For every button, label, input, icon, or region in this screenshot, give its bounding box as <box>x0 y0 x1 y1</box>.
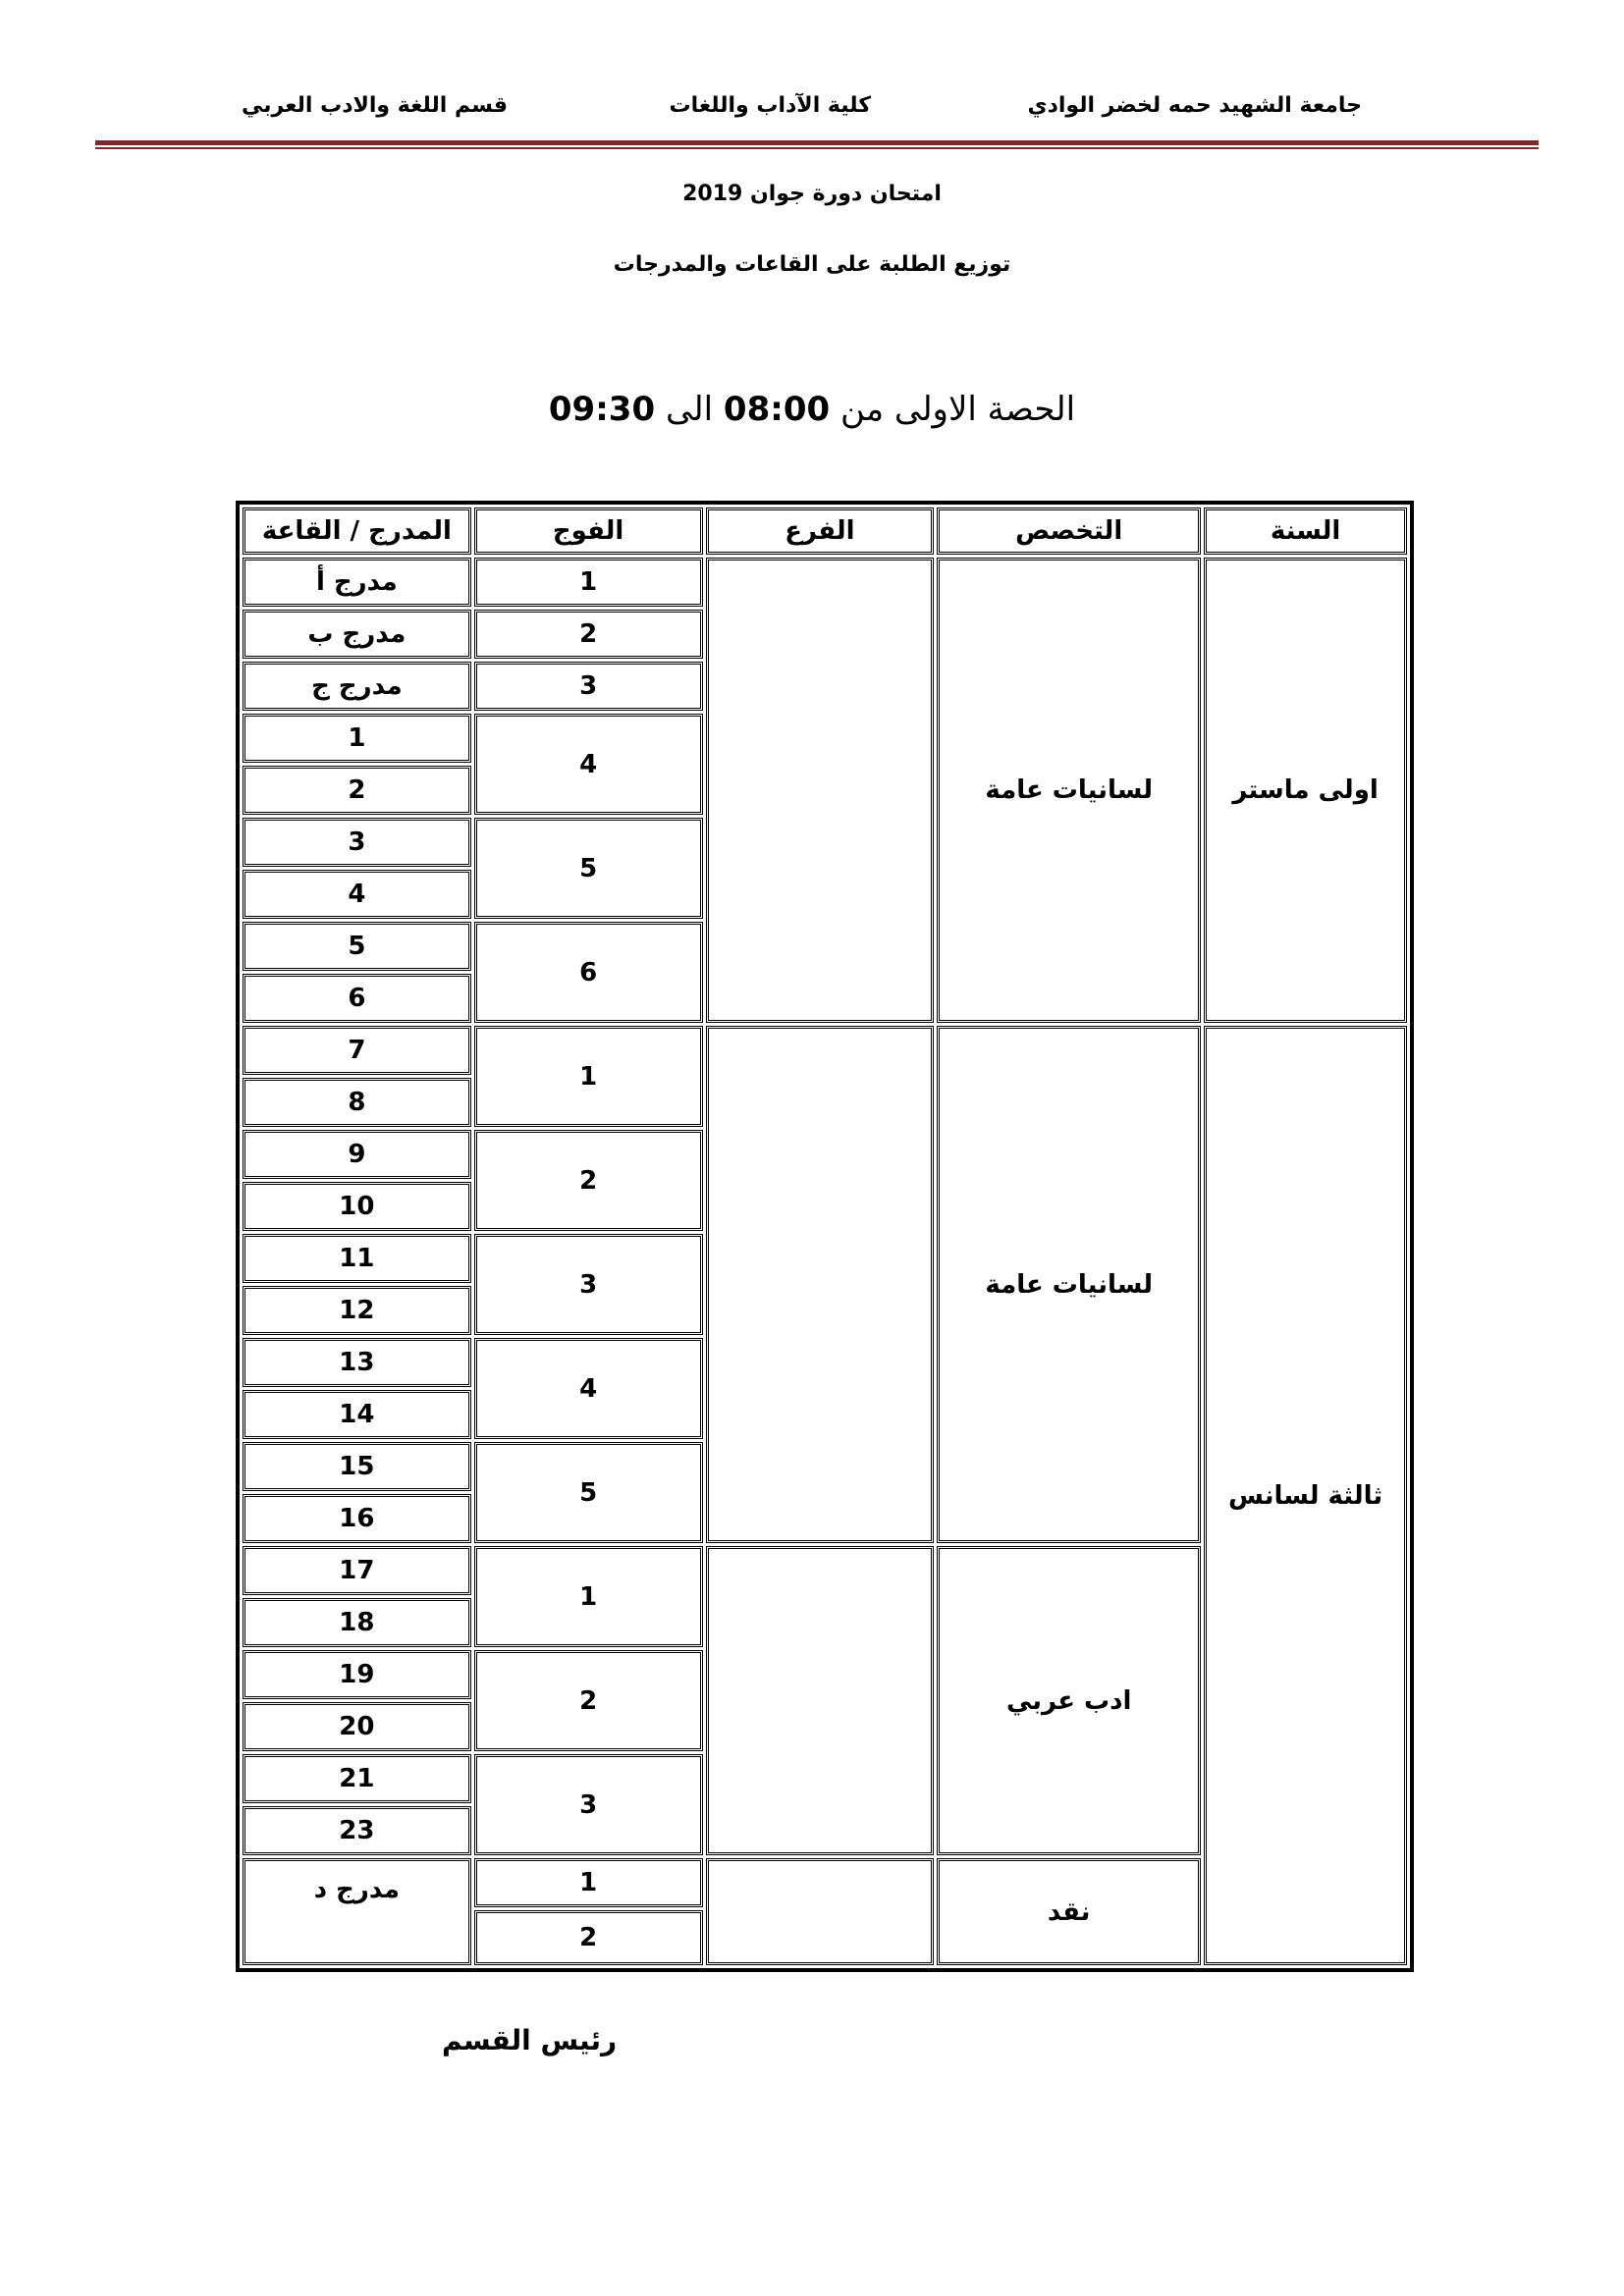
header-divider <box>95 140 1539 145</box>
branch-cell <box>706 1858 935 1965</box>
hall-cell: 15 <box>243 1442 471 1491</box>
group-cell: 2 <box>474 1130 703 1231</box>
group-cell: 6 <box>474 922 703 1023</box>
group-cell: 1 <box>474 1858 703 1907</box>
exam-title: امتحان دورة جوان 2019 <box>682 182 942 206</box>
group-cell: 4 <box>474 1338 703 1439</box>
group-cell: 2 <box>474 1910 703 1965</box>
group-cell: 4 <box>474 714 703 815</box>
group-cell: 1 <box>474 558 703 607</box>
hall-cell: 5 <box>243 922 471 971</box>
year-cell: اولى ماستر <box>1204 558 1407 1023</box>
hall-cell: 1 <box>243 714 471 763</box>
hall-cell: 13 <box>243 1338 471 1387</box>
session-prefix: الحصة الاولى من <box>839 390 1076 429</box>
branch-cell <box>706 558 935 1023</box>
hall-cell: 16 <box>243 1494 471 1543</box>
header-group: الفوج <box>474 507 703 555</box>
signature-label: رئيس القسم <box>442 2024 618 2056</box>
header-branch: الفرع <box>706 507 935 555</box>
schedule-table <box>236 501 1414 1972</box>
session-end: 09:30 <box>548 390 656 429</box>
university-name: جامعة الشهيد حمه لخضر الوادي <box>1027 93 1362 118</box>
branch-cell <box>706 1546 935 1855</box>
hall-cell: مدرج ب <box>243 610 471 659</box>
distribution-title: توزيع الطلبة على القاعات والمدرجات <box>613 252 1011 277</box>
group-cell: 2 <box>474 1650 703 1751</box>
hall-cell: 14 <box>243 1390 471 1439</box>
header-divider-thin <box>95 147 1539 149</box>
hall-cell: 7 <box>243 1026 471 1075</box>
hall-cell: مدرج د <box>243 1858 471 1965</box>
faculty-name: كلية الآداب واللغات <box>669 93 871 118</box>
hall-cell: 23 <box>243 1806 471 1855</box>
department-name: قسم اللغة والادب العربي <box>242 93 508 118</box>
table-header-row <box>243 507 1407 555</box>
specialty-cell: نقد <box>937 1858 1201 1965</box>
hall-cell: 2 <box>243 766 471 815</box>
hall-cell: 12 <box>243 1286 471 1335</box>
group-cell: 3 <box>474 662 703 711</box>
header-specialty: التخصص <box>937 507 1201 555</box>
schedule-table-wrapper <box>236 501 1414 1972</box>
group-cell: 2 <box>474 610 703 659</box>
session-start: 08:00 <box>723 390 831 429</box>
hall-cell: 6 <box>243 974 471 1023</box>
hall-cell: 11 <box>243 1234 471 1283</box>
group-cell: 5 <box>474 818 703 919</box>
table-row <box>243 558 1407 607</box>
hall-cell: مدرج أ <box>243 558 471 607</box>
group-cell: 3 <box>474 1234 703 1335</box>
hall-cell: 9 <box>243 1130 471 1179</box>
year-cell: ثالثة لسانس <box>1204 1026 1407 1965</box>
hall-cell: مدرج ج <box>243 662 471 711</box>
hall-cell: 10 <box>243 1182 471 1231</box>
page-header <box>95 93 1539 133</box>
hall-cell: 18 <box>243 1598 471 1647</box>
group-cell: 5 <box>474 1442 703 1543</box>
hall-cell: 4 <box>243 870 471 919</box>
group-cell: 3 <box>474 1754 703 1855</box>
hall-cell: 19 <box>243 1650 471 1699</box>
header-hall: المدرج / القاعة <box>243 507 471 555</box>
group-cell: 1 <box>474 1546 703 1647</box>
hall-cell: 17 <box>243 1546 471 1595</box>
specialty-cell: لسانيات عامة <box>937 558 1201 1023</box>
header-year: السنة <box>1204 507 1407 555</box>
hall-cell: 20 <box>243 1702 471 1751</box>
specialty-cell: لسانيات عامة <box>937 1026 1201 1543</box>
hall-cell: 3 <box>243 818 471 867</box>
group-cell: 1 <box>474 1026 703 1127</box>
hall-cell: 21 <box>243 1754 471 1803</box>
table-row <box>243 1026 1407 1075</box>
session-mid: الى <box>665 390 714 429</box>
hall-cell: 8 <box>243 1078 471 1127</box>
branch-cell <box>706 1026 935 1543</box>
session-title <box>0 390 1624 429</box>
specialty-cell: ادب عربي <box>937 1546 1201 1855</box>
